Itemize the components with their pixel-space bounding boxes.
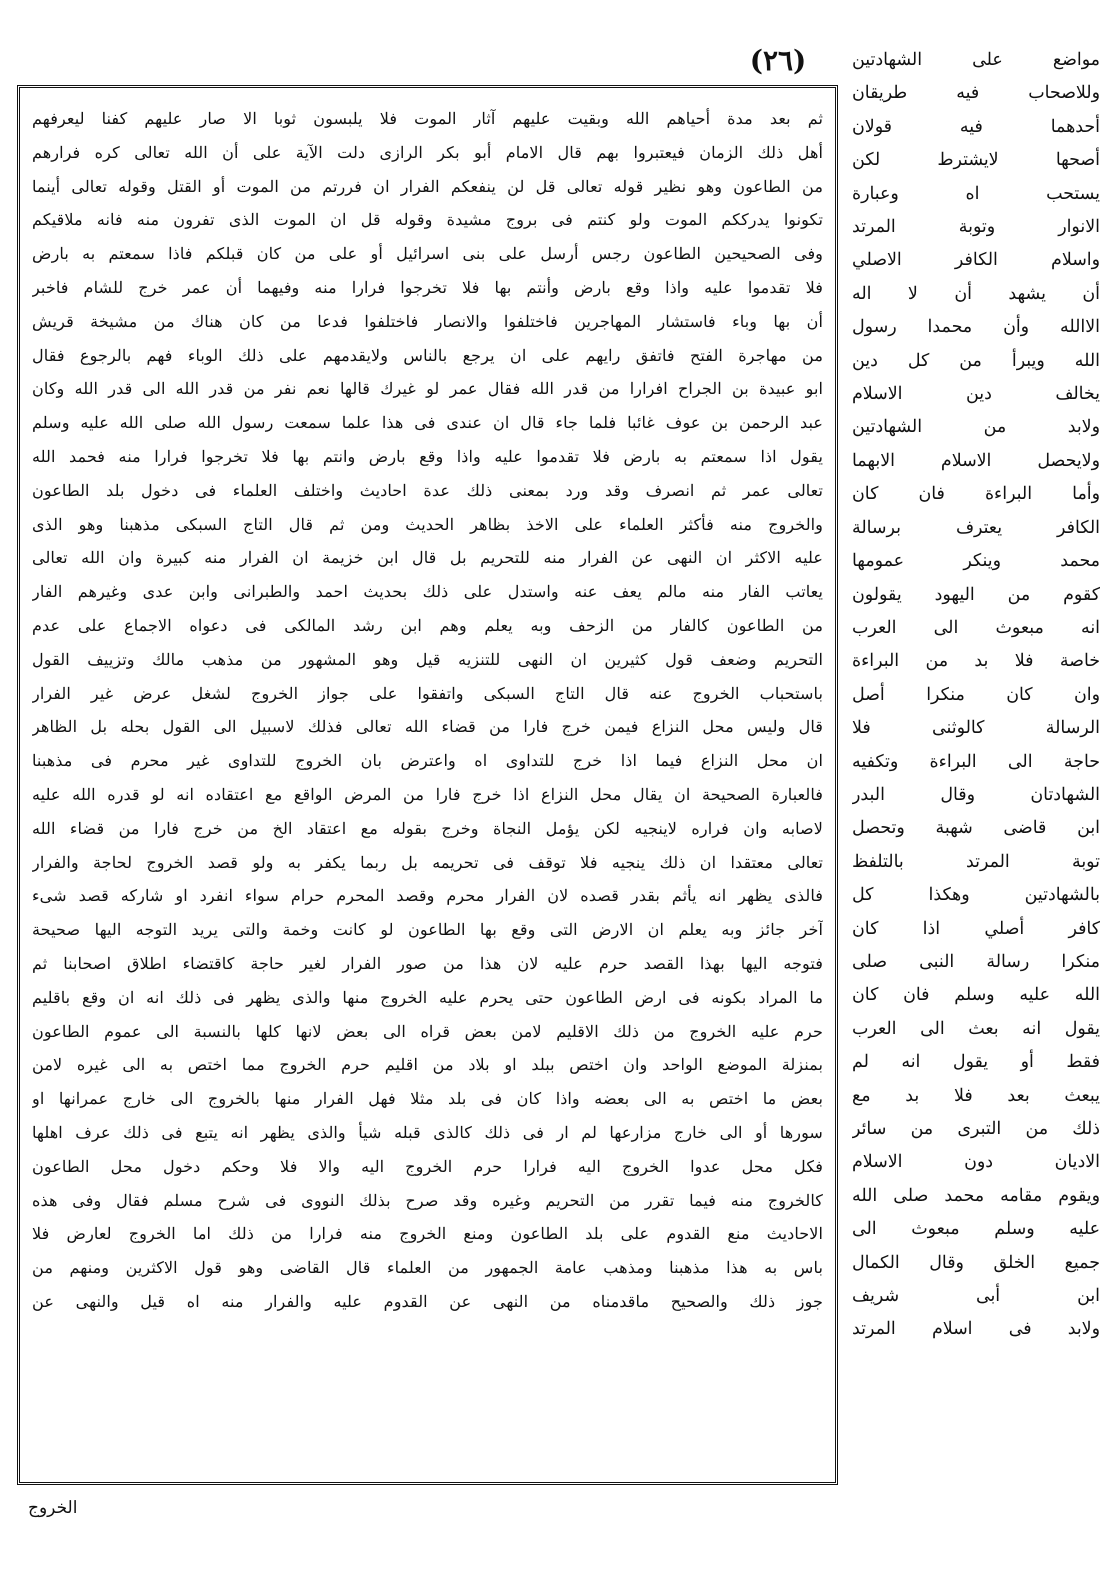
margin-line: يبعث بعد فلا بد مع: [852, 1085, 1100, 1106]
main-text-line: فتوجه اليها بهذا القصد حرم عليه لان هذا من صور الفرار لغير حاجة كاقتضاء اطلاق اصحابنا ثم: [32, 953, 823, 973]
margin-line: ويقوم مقامه محمد صلى الله: [852, 1185, 1100, 1206]
page-number: (٢٦): [749, 44, 807, 77]
margin-line: حاجة الى البراءة وتكفيه: [852, 751, 1100, 772]
margin-line: يقول انه بعث الى العرب: [852, 1018, 1100, 1039]
main-text-line: فالعبارة الصحيحة ان يقال محل النزاع اذا خرج فارا من المرض الواقع مع اعتقاده انه لو قدره الله عليه: [32, 784, 823, 804]
main-text-line: عبد الرحمن بن عوف غائبا فلما جاء قال ان عندى فى هذا علما سمعت رسول الله صلى الله عليه وسلم: [32, 413, 823, 433]
main-text-frame: [17, 85, 838, 1485]
margin-line: انه مبعوث الى العرب: [852, 617, 1100, 638]
main-text-line: بمنزلة الموضع الواحد وان اختص ببلد او بلاد من اقليم حرم الخروج مما اختص به الى غيره لامن: [32, 1055, 823, 1075]
main-text-line: جوز ذلك والصحيح ماقدمناه من النهى عن القدوم عليه والفرار منه اه قيل والنهى عن: [32, 1291, 823, 1311]
margin-line: أن يشهد أن لا اله: [852, 283, 1100, 304]
main-text-line: قال وليس محل النزاع فيمن خرج فارا من قضاء الله تعالى فذلك لاسبيل الى القول بحله بل الظاهر: [32, 717, 823, 737]
main-text-line: من مهاجرة الفتح فاتفق رايهم على ان يرجع بالناس ولايقدمهم على ذلك الوباء فهم بالرجوع فقال: [32, 345, 823, 365]
margin-line: الشهادتان وقال البدر: [852, 784, 1100, 805]
margin-line: ولابد فى اسلام المرتد: [852, 1319, 1100, 1340]
margin-line: خاصة فلا بد من البراءة: [852, 651, 1100, 672]
main-text-line: يقول اذا سمعتم به بارض فلا تقدموا عليه واذا وقع بارض وانتم بها فلا تخرجوا فرارا منه فحمد الله: [32, 446, 823, 466]
margin-line: بالشهادتين وهكذا كل: [852, 885, 1100, 906]
main-text-line: يعاتب الفار منه مالم يعف عنه واستدل على ذلك بحديث احمد والطبرانى وابن عدى وغيرهم الفار: [32, 582, 823, 602]
margin-line: يستحب اه وعبارة: [852, 183, 1100, 204]
margin-line: أصحها لايشترط لكن: [852, 150, 1100, 171]
main-text-line: الاحاديث منع القدوم على بلد الطاعون ومنع الخروج منه فرارا من ذلك اما الخروج لعارض فلا: [32, 1224, 823, 1244]
margin-line: جميع الخلق وقال الكمال: [852, 1252, 1100, 1273]
margin-line: ابن أبى شريف: [852, 1286, 1100, 1307]
main-text-line: حرم عليه الخروج من ذلك الاقليم لامن بعض قراه الى بعض لانها كلها بالنسبة الى عموم الطاعون: [32, 1021, 823, 1041]
main-text-line: من الطاعون وهو نظير قوله تعالى قل لن ينفعكم الفرار ان فررتم من الموت أو القتل وقوله تعالى أينما: [32, 176, 823, 196]
main-text-line: تعالى عمر ثم انصرف وقد ورد بمعنى ذلك عدة احاديث واختلف العلماء فى دخول بلد الطاعون: [32, 480, 823, 500]
main-text-line: باستحباب الخروج عنه قال التاج السبكى واتفقوا على جواز الخروج لشغل عرض غير الفرار: [32, 683, 823, 703]
margin-line: وللاصحاب فيه طريقان: [852, 83, 1100, 104]
main-text-line: وفى الصحيحين الطاعون رجس أرسل على بنى اسرائيل أو على من كان قبلكم فاذا سمعتم به بارض: [32, 244, 823, 264]
margin-commentary: [852, 44, 1100, 1484]
margin-line: محمد وينكر عمومها: [852, 551, 1100, 572]
margin-line: عليه وسلم مبعوث الى: [852, 1219, 1100, 1240]
main-text-line: ثم بعد مدة أحياهم الله وبقيت عليهم آثار الموت فلا يلبسون ثوبا الا صار عليهم كفنا ليعرفهم: [32, 109, 823, 128]
main-text-line: أهل ذلك الزمان فيعتبروا بهم قال الامام أبو بكر الرازى دلت الآية على أن الله تعالى كره فرارهم: [32, 142, 823, 162]
main-text-line: فلا تقدموا عليه واذا وقع بارض وأنتم بها فلا تخرجوا فرارا منه وفيهما أن عمر خرج للشام فاخبر: [32, 277, 823, 297]
main-text-line: فالذى يظهر انه يأثم بقدر قصده لان الفرار محرم وقصد المحرم حرام سواء انفرد او شاركه قصد شىء: [32, 886, 823, 906]
main-text-line: ما المراد بكونه فى ارض الطاعون حتى يحرم عليه الخروج منها والذى يظهر فى ذلك انه ان وقع باقليم: [32, 987, 823, 1007]
margin-line: كقوم من اليهود يقولون: [852, 584, 1100, 605]
main-text-line: ابو عبيدة بن الجراح افرارا من قدر الله فقال عمر لو غيرك قالها نعم نفر من قدر الله الى قدر الله وكان: [32, 379, 823, 399]
margin-line: الله ويبرأ من كل دين: [852, 350, 1100, 371]
margin-line: ولايحصل الاسلام الابهما: [852, 450, 1100, 471]
main-text-line: والخروج منه فأكثر العلماء على الاخذ بظاهر الحديث ومن ثم قال التاج السبكى مذهبنا وهو الذى: [32, 514, 823, 534]
main-text-body: [32, 102, 823, 1474]
margin-line: أحدهما فيه قولان: [852, 116, 1100, 137]
margin-line: الانوار وتوبة المرتد: [852, 217, 1100, 238]
main-text-line: لاصابه وان فراره لاينجيه لكن يؤمل النجاة وخرج بقوله مع اعتقاد الخ من خرج فارا من قضاء الله: [32, 818, 823, 838]
main-text-line: سورها أو الى خارج مزارعها لم ار فى ذلك كالذى قبله شيأ والذى يظهر انه يتبع فى ذلك عرف اهلها: [32, 1122, 823, 1142]
margin-line: وان كان منكرا أصل: [852, 684, 1100, 705]
margin-line: وأما البراءة فان كان: [852, 484, 1100, 505]
main-text-line: تكونوا يدرككم الموت ولو كنتم فى بروج مشيدة وقوله قل ان الموت الذى تفرون منه فانه ملاقيكم: [32, 210, 823, 230]
margin-line: واسلام الكافر الاصلي: [852, 250, 1100, 271]
margin-line: توبة المرتد بالتلفظ: [852, 851, 1100, 872]
main-text-line: بعض ما اختص به الى بعضه واذا كان فى بلد مثلا فهل الفرار منها بالخروج الى خارج عمرانها او: [32, 1089, 823, 1109]
catchword: الخروج: [28, 1498, 78, 1518]
main-text-line: عليه الاكثر ان النهى عن الفرار منه للتحريم بل قال ابن خزيمة ان الفرار منه كبيرة وان الله تعالى: [32, 548, 823, 568]
main-text-line: كالخروج منه فيما تقرر من التحريم وغيره وقد صرح بذلك النووى فى شرح مسلم فقال وفى هذه: [32, 1190, 823, 1210]
main-text-line: تعالى معتقدا ان ذلك ينجيه فلا توقف فى تحريمه بل ربما يكفر به ولو قصد الخروج لحاجة والفرار: [32, 852, 823, 872]
main-text-line: باس به هذا مذهبنا ومذهب عامة الجمهور من العلماء قال القاضى وهو قول الاكثرين ومنهم من: [32, 1258, 823, 1278]
margin-line: الاالله وأن محمدا رسول: [852, 317, 1100, 338]
margin-line: منكرا رسالة النبى صلى: [852, 951, 1100, 972]
margin-line: كافر أصلي اذا كان: [852, 918, 1100, 939]
main-text-line: ان محل النزاع فيما اذا خرج للتداوى اه واعترض بان الخروج للتداوى غير محرم فى مذهبنا: [32, 751, 823, 771]
margin-line: الكافر يعترف برسالة: [852, 517, 1100, 538]
main-text-line: آخر جائز وبه يعلم ان الارض التى وقع بها الطاعون لو كانت وخمة والتى يريد التوجه اليها صحيحة: [32, 920, 823, 940]
margin-line: الرسالة كالوثنى فلا: [852, 718, 1100, 739]
main-text-line: من الطاعون كالفار من الزحف وبه يعلم وهم ابن رشد المالكى فى دعواه الاجماع على عدم: [32, 615, 823, 635]
margin-line: الاديان دون الاسلام: [852, 1152, 1100, 1173]
margin-line: مواضع على الشهادتين: [852, 50, 1100, 70]
margin-line: ولابد من الشهادتين: [852, 417, 1100, 438]
margin-line: يخالف دين الاسلام: [852, 384, 1100, 405]
margin-line: الله عليه وسلم فان كان: [852, 985, 1100, 1006]
main-text-line: التحريم وضعف قول كثيرين ان النهى للتنزيه قيل وهو المشهور من مذهب مالك وتزييف القول: [32, 649, 823, 669]
margin-line: فقط أو يقول انه لم: [852, 1052, 1100, 1073]
margin-line: ابن قاضى شهبة وتحصل: [852, 818, 1100, 839]
main-text-line: فكل محل عدوا الخروج اليه فرارا حرم الخروج اليه والا فلا وحكم دخول محل الطاعون: [32, 1156, 823, 1176]
margin-line: ذلك من التبرى من سائر: [852, 1119, 1100, 1139]
main-text-line: أن بها وباء فاستشار المهاجرين فاختلفوا والانصار فاختلفوا فدعا من كان هناك من مشيخة قريش: [32, 311, 823, 331]
